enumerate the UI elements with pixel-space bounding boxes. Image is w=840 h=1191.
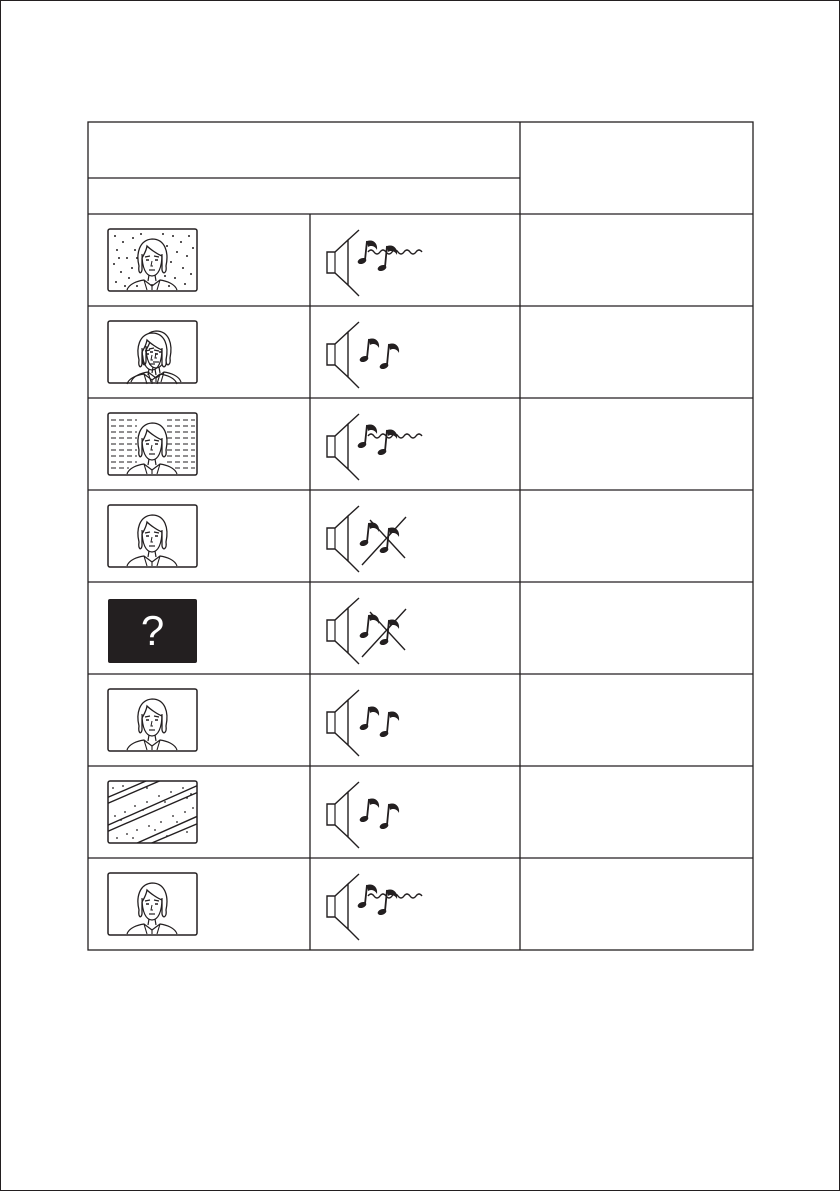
remedy-cell bbox=[521, 399, 752, 489]
normal-sound-icon bbox=[310, 674, 520, 766]
remedy-cell bbox=[521, 859, 752, 949]
diagonal-bars-picture-icon bbox=[107, 780, 199, 846]
symptoms-subheading bbox=[89, 179, 519, 213]
no-sound-icon bbox=[310, 490, 520, 582]
remedy-cell bbox=[521, 491, 752, 581]
normal-picture-icon bbox=[107, 504, 199, 570]
noisy-sound-icon bbox=[310, 214, 520, 306]
remedy-cell bbox=[521, 215, 752, 305]
no-sound-icon bbox=[310, 582, 520, 674]
normal-sound-icon bbox=[310, 306, 520, 398]
ghost-picture-icon bbox=[107, 320, 199, 386]
remedy-cell bbox=[521, 583, 752, 673]
remedy-cell bbox=[521, 307, 752, 397]
no-picture-icon bbox=[108, 599, 197, 663]
symptoms-heading bbox=[89, 123, 519, 177]
normal-picture-icon bbox=[107, 872, 199, 938]
normal-sound-icon bbox=[310, 766, 520, 858]
remedy-cell bbox=[521, 767, 752, 857]
remedy-cell bbox=[521, 675, 752, 765]
question-mark: ? bbox=[140, 607, 165, 654]
noisy-sound-icon bbox=[310, 398, 520, 490]
remedy-heading bbox=[521, 123, 752, 213]
noisy-sound-icon bbox=[310, 858, 520, 950]
interference-lines-picture-icon bbox=[107, 412, 199, 478]
normal-picture-icon bbox=[107, 688, 199, 754]
snowy-picture-icon bbox=[107, 228, 199, 294]
